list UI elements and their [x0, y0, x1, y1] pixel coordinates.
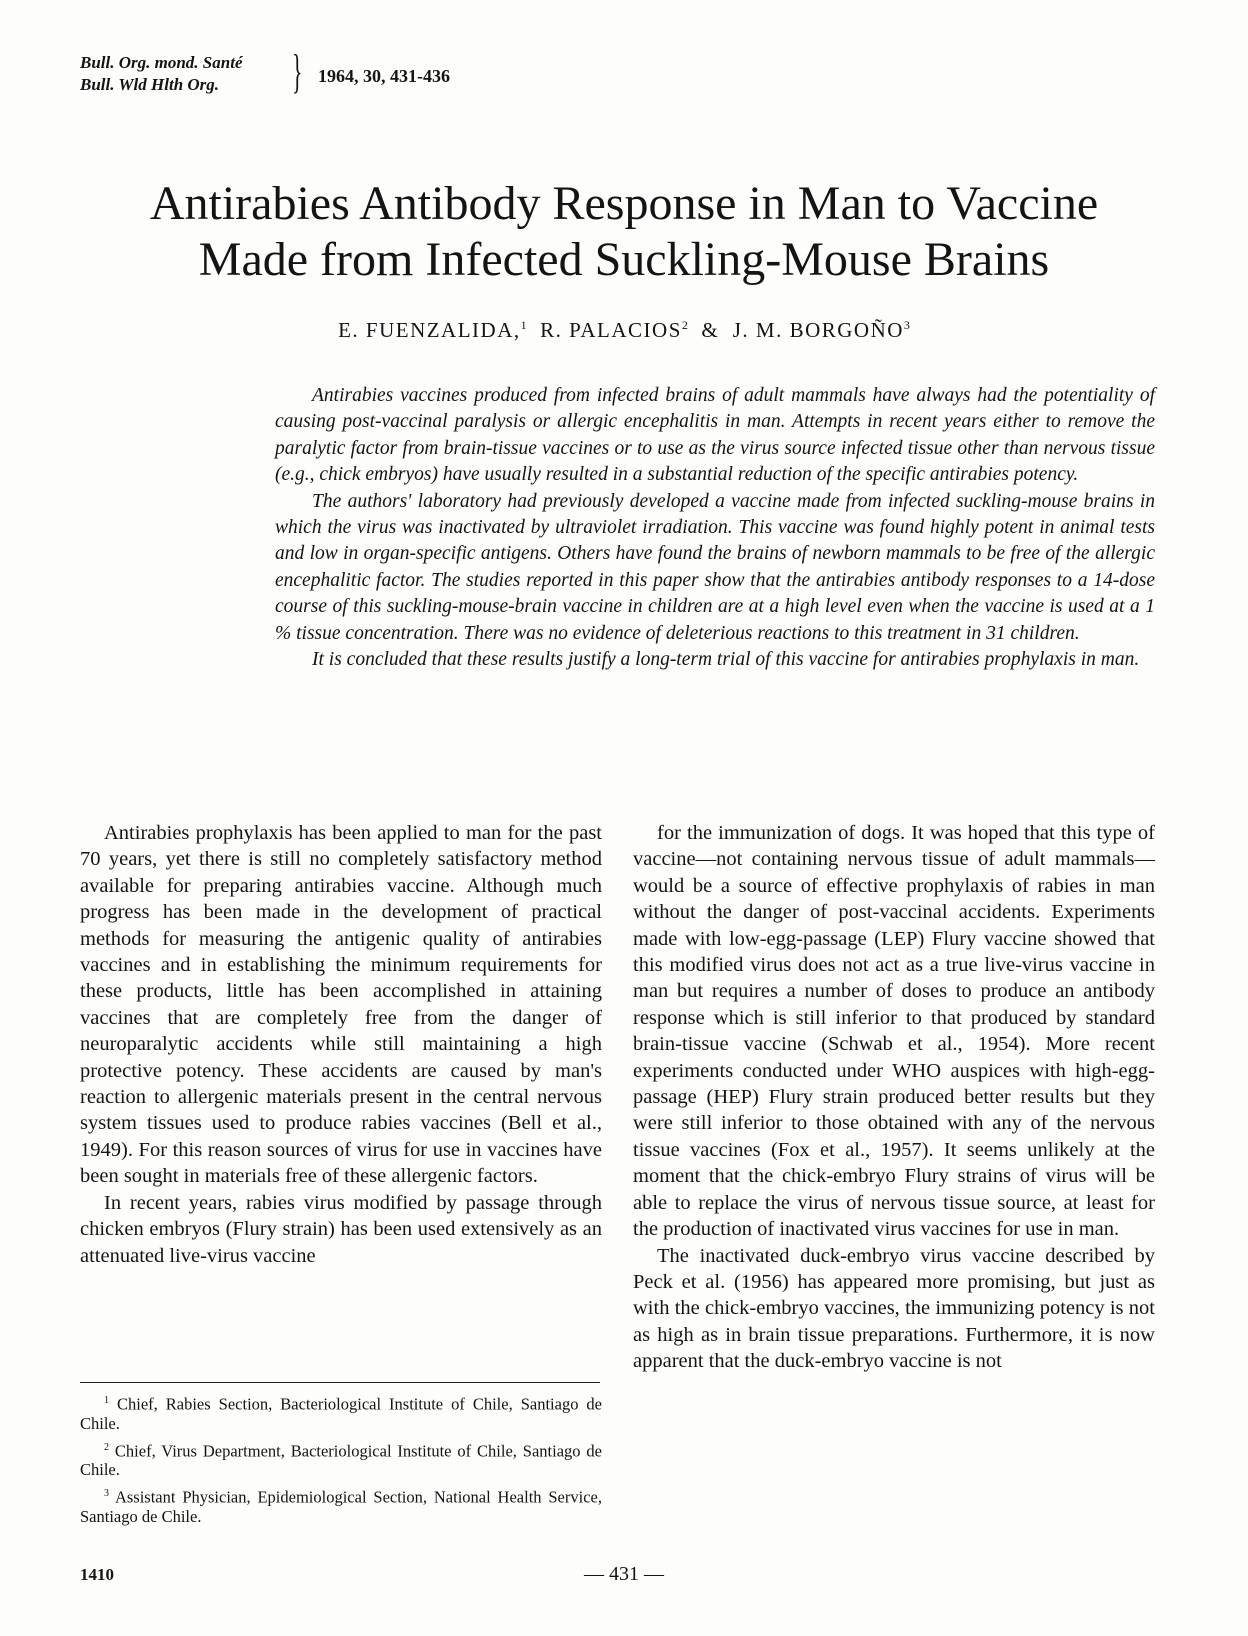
- footnote: [80, 1484, 602, 1526]
- abstract-paragraph: It is concluded that these results justify a long-term trial of this vaccine for antirabies prophylaxis in man.: [312, 649, 1140, 671]
- footnote-mark: 1: [104, 1395, 109, 1406]
- footnote-mark: 2: [104, 1441, 109, 1453]
- journal-brace: }: [292, 45, 303, 98]
- paper-title: [0, 176, 1248, 288]
- journal-reference: [80, 52, 243, 96]
- footnote-text: Chief, Virus Department, Bacteriological Institute of Chile, Santiago de Chile.: [80, 1441, 603, 1479]
- page-code: 1410: [80, 1565, 114, 1584]
- title-line-1: Antirabies Antibody Response in Man to Vaccine: [149, 177, 1099, 230]
- author-separator: &: [701, 318, 720, 342]
- author-list: [0, 318, 1248, 343]
- author-name: E. FUENZALIDA,: [338, 318, 521, 342]
- footnote: [80, 1438, 602, 1480]
- abstract-paragraph: The authors' laboratory had previously developed a vaccine made from infected suckling-mouse brains in which the virus was inactivated by ultraviolet irradiation. This vaccine was found highly potent in animal tests and low in organ-specific antigens. Others have found the brains of newborn mammals to be free of the allergic encephalitic factor. The studies reported in this paper show that the antirabies antibody responses to a 14-dose course of this suckling-mouse-brain vaccine in children are at a high level even when the vaccine is used at a 1 % tissue concentration. There was no evidence of deleterious reactions to this treatment in 31 children.: [275, 490, 1155, 644]
- footnotes: [80, 1391, 602, 1531]
- abstract-paragraph: Antirabies vaccines produced from infected brains of adult mammals have always had the potentiality of causing post-vaccinal paralysis or allergic encephalitis in man. Attempts in recent years either to remove the paralytic factor from brain-tissue vaccines or to use as the virus source infected tissue other than nervous tissue (e.g., chick embryos) have usually resulted in a substantial reduction of the specific antirabies potency.: [275, 385, 1155, 486]
- footnote-text: Chief, Rabies Section, Bacteriological Institute of Chile, Santiago de Chile.: [80, 1394, 603, 1433]
- author-affiliation-mark: 2: [681, 318, 688, 332]
- author-name: R. PALACIOS: [540, 318, 682, 342]
- author-name: J. M. BORGOÑO: [732, 318, 904, 342]
- citation: 1964, 30, 431-436: [318, 66, 450, 86]
- body-column-right: [633, 820, 1155, 1375]
- footnote-mark: 3: [104, 1488, 109, 1499]
- author-affiliation-mark: 3: [903, 318, 910, 332]
- title-line-2: Made from Infected Suckling-Mouse Brains: [198, 233, 1050, 286]
- footnote-divider: [80, 1382, 600, 1383]
- journal-name-french: Bull. Org. mond. Santé: [80, 53, 243, 72]
- body-paragraph: The inactivated duck-embryo virus vaccine described by Peck et al. (1956) has appeared more promising, but just as with the chick-embryo vaccines, the immunizing potency is not as high as in brain tissue preparations. Furthermore, it is now apparent that the duck-embryo vaccine is not: [633, 1244, 1155, 1373]
- page-number: — 431 —: [584, 1563, 664, 1585]
- footnote-text: Assistant Physician, Epidemiological Section, National Health Service, Santiago de Chile.: [80, 1487, 602, 1526]
- abstract: [275, 383, 1155, 673]
- body-column-left: [80, 820, 602, 1269]
- body-paragraph: for the immunization of dogs. It was hoped that this type of vaccine—not containing nervous tissue of adult mammals—would be a source of effective prophylaxis of rabies in man without the danger of post-vaccinal accidents. Experiments made with low-egg-passage (LEP) Flury vaccine showed that this modified virus does not act as a true live-virus vaccine in man but requires a number of doses to produce an antibody response which is still inferior to that produced by standard brain-tissue vaccine (Schwab et al., 1954). More recent experiments conducted under WHO auspices with high-egg-passage (HEP) Flury strain produced better results but they were still inferior to those obtained with any of the nervous tissue vaccines (Fox et al., 1957). It seems unlikely at the moment that the chick-embryo Flury strains of virus will be able to replace the virus of nervous tissue source, at least for the production of inactivated virus vaccines for use in man.: [633, 822, 1155, 1241]
- body-paragraph: Antirabies prophylaxis has been applied to man for the past 70 years, yet there is still no completely satisfactory method available for preparing antirabies vaccine. Although much progress has been made in the development of practical methods for measuring the antigenic quality of antirabies vaccines and in establishing the minimum requirements for these products, little has been accomplished in attaining vaccines that are completely free from the danger of neuroparalytic accidents while still maintaining a high protective potency. These accidents are caused by man's reaction to allergenic materials present in the central nervous system tissues used to produce rabies vaccines (Bell et al., 1949). For this reason sources of virus for use in vaccines have been sought in materials free of these allergenic factors.: [80, 822, 602, 1188]
- body-paragraph: In recent years, rabies virus modified by passage through chicken embryos (Flury strain) has been used extensively as an attenuated live-virus vaccine: [80, 1191, 602, 1267]
- author-affiliation-mark: 1: [520, 318, 527, 332]
- journal-name-english: Bull. Wld Hlth Org.: [80, 75, 220, 94]
- footnote: [80, 1391, 602, 1433]
